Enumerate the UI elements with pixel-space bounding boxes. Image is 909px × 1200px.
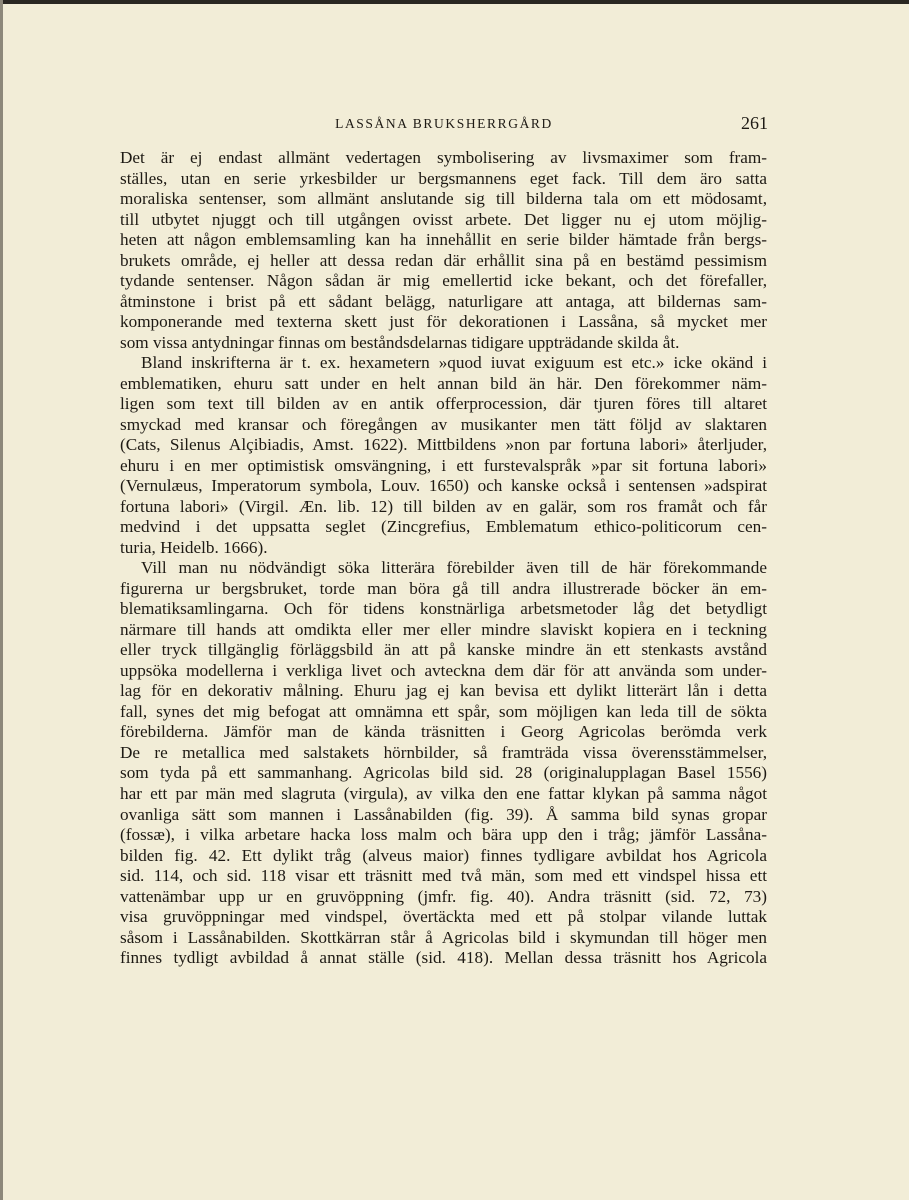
text-line: Det är ej endast allmänt vedertagen symbolisering av livsmaximer som fram-: [120, 148, 767, 167]
text-line: (Cats, Silenus Alçibiadis, Amst. 1622). Mittbildens »non par fortuna labori» återljuder,: [120, 435, 767, 455]
text-line: närmare till hands att omdikta eller mer eller mindre slaviskt kopiera en i teckning: [120, 619, 767, 639]
text-line: moraliska sentenser, som allmänt anslutande sig till bilderna tala om ett mödosamt,: [120, 189, 767, 209]
text-line: Bland inskrifterna är t. ex. hexametern »quod iuvat exiguum est etc.» icke okänd i: [141, 353, 767, 373]
text-line: (Vernulæus, Imperatorum symbola, Louv. 1650) och kanske också i sentensen »adspirat: [120, 476, 767, 496]
text-line: som vissa antydningar finnas om beståndsdelarnas tidigare uppträdande skilda åt.: [120, 332, 680, 352]
text-line: figurerna ur bergsbruket, torde man böra gå till andra illustrerade böcker än em-: [120, 578, 767, 598]
text-line: som tyda på ett sammanhang. Agricolas bild sid. 28 (originalupplagan Basel 1556): [120, 763, 767, 783]
text-line: uppsöka modellerna i verkliga livet och avteckna dem där för att använda som under-: [120, 660, 767, 680]
text-line: Vill man nu nödvändigt söka litterära förebilder även till de här förekommande: [141, 558, 767, 578]
scan-left-edge: [0, 0, 3, 1200]
text-line: vattenämbar upp ur en gruvöppning (jmfr. fig. 40). Andra träsnitt (sid. 72, 73): [120, 886, 767, 906]
text-line: heten att någon emblemsamling kan ha innehållit en serie bilder hämtade från bergs-: [120, 230, 767, 250]
text-line: fortuna labori» (Virgil. Æn. lib. 12) till bilden av en galär, som ros framåt och får: [120, 496, 767, 516]
text-line: har ett par män med slagruta (virgula), av vilka den ene fattar klykan på samma något: [120, 783, 767, 803]
body-text: [120, 148, 767, 969]
scan-top-border: [0, 0, 909, 4]
text-line: ligen som text till bilden av en antik offerprocession, där tjuren föres till altaret: [120, 394, 767, 414]
running-header: [120, 114, 768, 136]
text-line: emblematiken, ehuru satt under en helt annan bild än här. Den förekommer näm-: [120, 373, 767, 393]
text-line: finnes tydligt avbildad å annat ställe (sid. 418). Mellan dessa träsnitt hos Agricola: [120, 948, 767, 968]
text-line: turia, Heidelb. 1666).: [120, 537, 268, 557]
text-line: tydande sentenser. Någon sådan är mig emellertid icke bekant, och det förefaller,: [120, 271, 767, 291]
running-title: LASSÅNA BRUKSHERRGÅRD: [335, 116, 553, 131]
text-line: bilden fig. 42. Ett dylikt tråg (alveus maior) finnes tydligare avbildat hos Agricola: [120, 845, 767, 865]
text-line: fall, synes det mig befogat att omnämna ett spår, som möjligen kan leda till de sökta: [120, 701, 767, 721]
text-line: såsom i Lassånabilden. Skottkärran står å Agricolas bild i skymundan till höger men: [120, 927, 767, 947]
text-line: sid. 114, och sid. 118 visar ett träsnitt med två män, som med ett vindspel hissa ett: [120, 866, 767, 886]
text-line: visa gruvöppningar med vindspel, övertäckta med ett på stolpar vilande luttak: [120, 907, 767, 927]
text-line: medvind i det uppsatta seglet (Zincgrefius, Emblematum ethico-politicorum cen-: [120, 517, 767, 537]
text-line: till utbytet njuggt och till utgången ovisst arbete. Det ligger nu ej utom möjlig-: [120, 209, 767, 229]
text-line: lag för en dekorativ målning. Ehuru jag ej kan bevisa ett dylikt litterärt lån i detta: [120, 681, 767, 701]
text-line: eller tryck tillgänglig förläggsbild än att på kanske mindre än ett stenkasts avstånd: [120, 640, 767, 660]
text-line: förebilderna. Jämför man de kända träsnitten i Georg Agricolas berömda verk: [120, 722, 767, 742]
text-line: (fossæ), i vilka arbetare hacka loss malm och bära upp den i tråg; jämför Lassåna-: [120, 825, 767, 845]
text-line: ovanliga sätt som mannen i Lassånabilden (fig. 39). Å samma bild synas gropar: [120, 804, 767, 824]
page-number: 261: [741, 113, 768, 133]
text-line: åtminstone i brist på ett sådant belägg, naturligare att antaga, att bildernas sam-: [120, 291, 767, 311]
text-line: komponerande med texterna skett just för dekorationen i Lassåna, så mycket mer: [120, 312, 767, 332]
text-line: brukets område, ej heller att dessa redan där erhållit sina på en bestämd pessimism: [120, 250, 767, 270]
text-line: smyckad med kransar och föregången av musikanter men tätt följd av slaktaren: [120, 414, 767, 434]
text-line: De re metallica med salstakets hörnbilder, så framträda vissa överensstämmelser,: [120, 742, 767, 762]
text-line: blematiksamlingarna. Och för tidens konstnärliga arbetsmetoder låg det betydligt: [120, 599, 767, 619]
text-line: ehuru i en mer optimistisk omsvängning, i ett furstevalspråk »par sit fortuna labori»: [120, 455, 767, 475]
text-line: ställes, utan en serie yrkesbilder ur bergsmannens eget fack. Till dem äro satta: [120, 168, 767, 188]
